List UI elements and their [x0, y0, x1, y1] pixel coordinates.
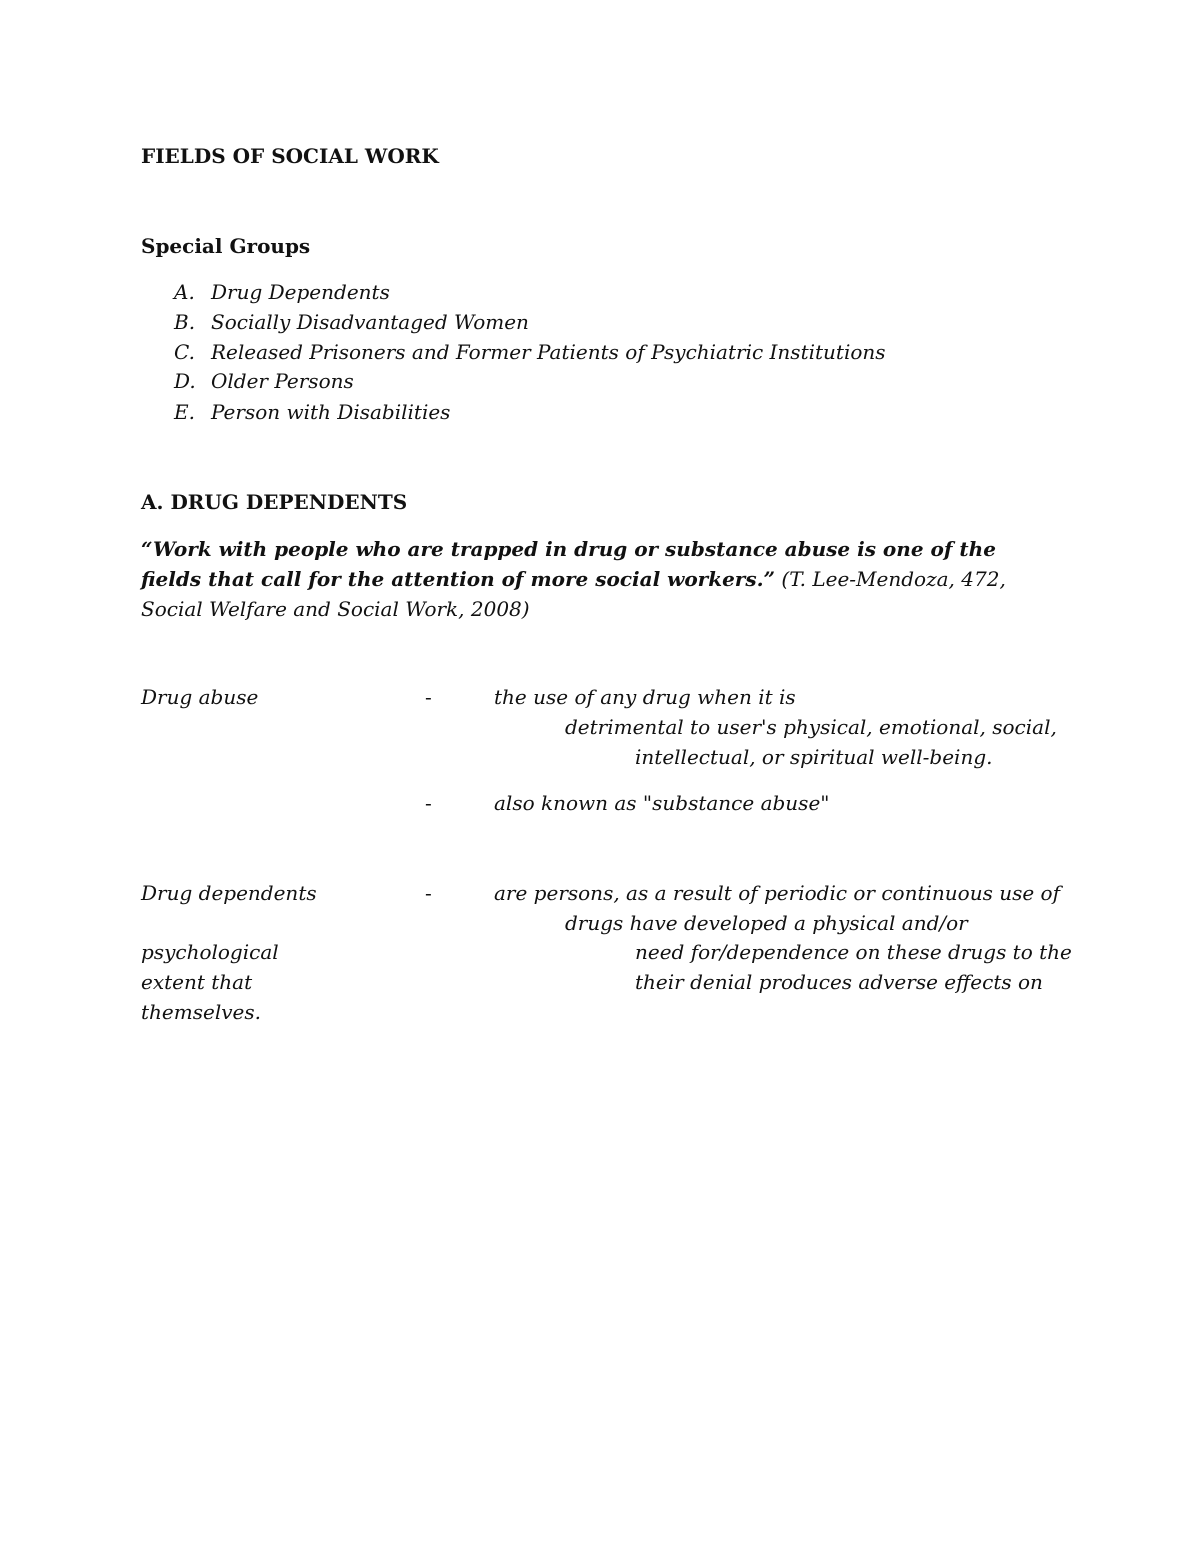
definition-dash: -: [425, 685, 432, 709]
list-item-text: Person with Disabilities: [211, 400, 451, 424]
definition-line: detrimental to user's physical, emotional, social,: [565, 715, 1057, 739]
quote-paragraph: [141, 534, 1061, 624]
definition-line: also known as "substance abuse": [494, 791, 830, 815]
definition-term: Drug dependents: [141, 881, 317, 905]
definition-line: psychological: [141, 940, 279, 964]
definition-dash: -: [425, 881, 432, 905]
list-item-text: Older Persons: [211, 369, 354, 393]
document-title: FIELDS OF SOCIAL WORK: [141, 144, 439, 168]
definition-term: Drug abuse: [141, 685, 259, 709]
quote-text: “Work with people who are trapped in drug or substance abuse is one of the fields that call for the attention of more social workers.”: [141, 537, 996, 591]
section-heading-drug-dependents: A. DRUG DEPENDENTS: [141, 490, 408, 514]
definition-line: drugs have developed a physical and/or: [565, 911, 968, 935]
definition-line: are persons, as a result of periodic or continuous use of: [494, 881, 1060, 905]
definition-line: extent that: [141, 970, 253, 994]
list-item-text: Socially Disadvantaged Women: [211, 310, 529, 334]
list-item-letter: D.: [174, 369, 196, 393]
definition-line: intellectual, or spiritual well-being.: [635, 745, 993, 769]
list-item-letter: A.: [174, 280, 195, 304]
list-item-letter: E.: [174, 400, 195, 424]
definition-line: their denial produces adverse effects on: [635, 970, 1043, 994]
quote-citation: (T. Lee-Mendoza, 472, Social Welfare and Social Work, 2008): [141, 567, 1006, 621]
list-item-text: Drug Dependents: [211, 280, 390, 304]
definition-line: themselves.: [141, 1000, 261, 1024]
definition-dash: -: [425, 791, 432, 815]
special-groups-heading: Special Groups: [141, 234, 311, 258]
list-item-letter: B.: [174, 310, 196, 334]
definition-line: the use of any drug when it is: [494, 685, 796, 709]
list-item-letter: C.: [174, 340, 195, 364]
list-item-text: Released Prisoners and Former Patients of Psychiatric Institutions: [211, 340, 886, 364]
definition-line: need for/dependence on these drugs to the: [635, 940, 1072, 964]
